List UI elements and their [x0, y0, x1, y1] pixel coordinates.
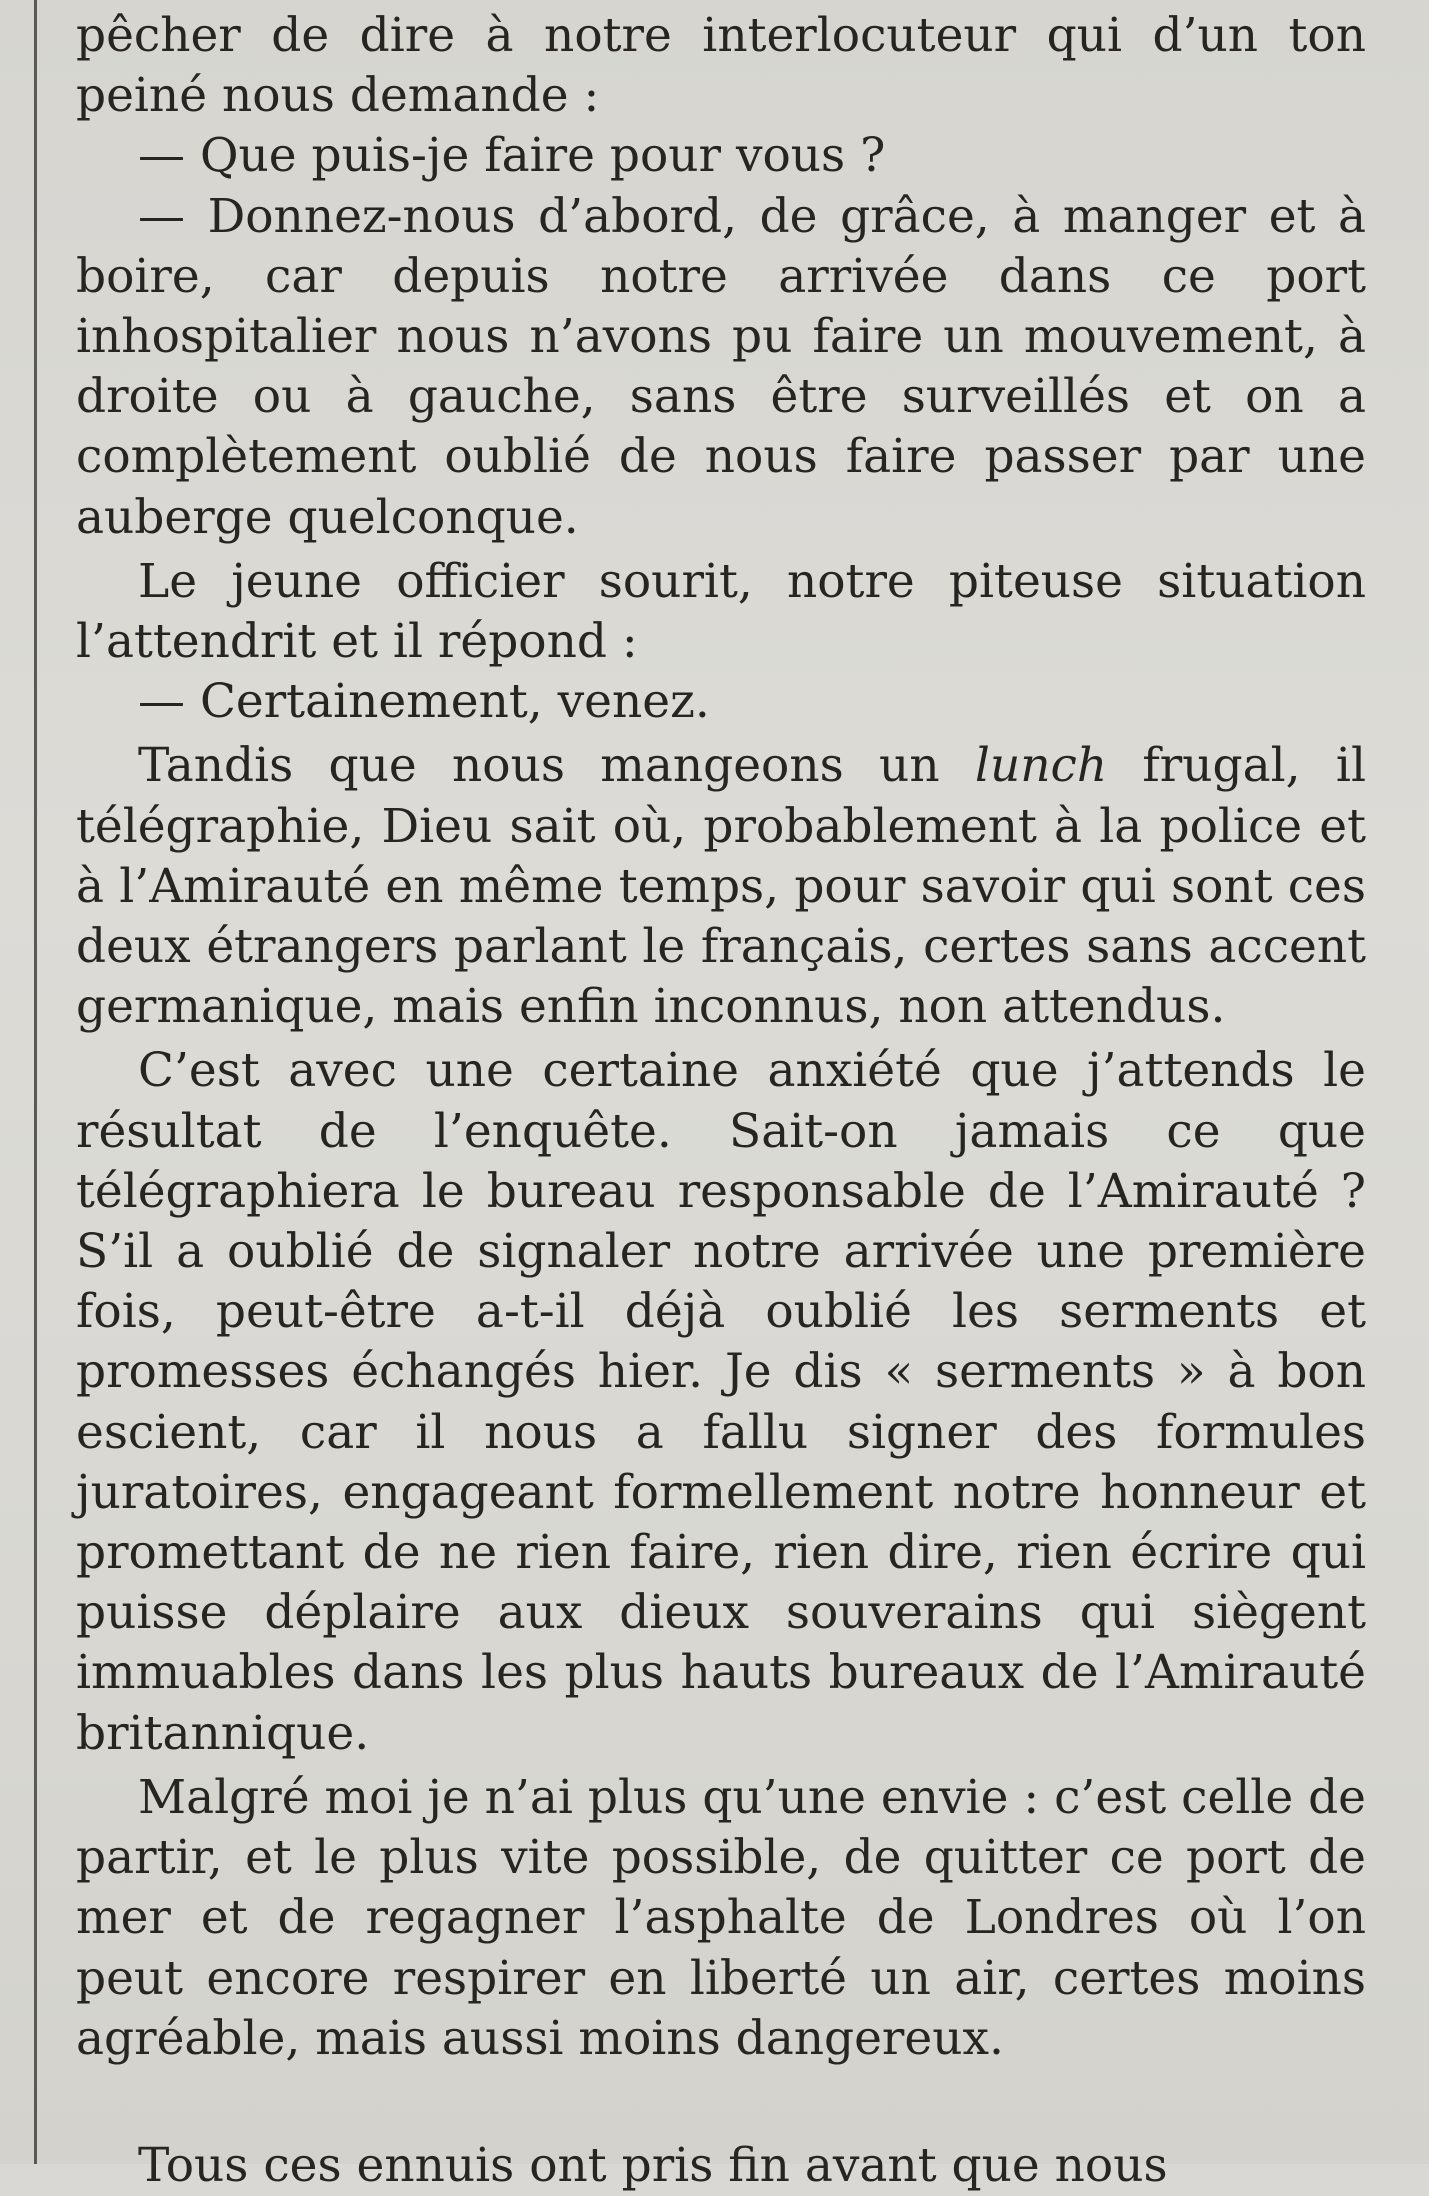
cutoff-line: Tous ces ennuis ont pris fin avant que nous	[138, 2138, 1168, 2193]
paragraph-6-after: frugal, il télégraphie, Dieu sait où, probablement à la police et à l’Amirauté en même temps, pour savoir qui sont ces deux étrangers parlant le français, certes sans accent germanique, mais enfin inconnus, non attendus.	[76, 738, 1366, 1035]
paragraph-2: — Que puis-je faire pour vous ?	[138, 128, 886, 184]
page-text	[76, 6, 1366, 2069]
paragraph-8: Malgré moi je n’ai plus qu’une envie : c’est celle de partir, et le plus vite possible, de quitter ce port de mer et de regagner l’asphalte de Londres où l’on peut encore respirer en liberté un air, certes moins agréable, mais aussi moins dangereux.	[76, 1769, 1366, 2066]
cutoff-line-container	[76, 2138, 1366, 2193]
paragraph-6	[76, 736, 1366, 1037]
paragraph-6-italic: lunch	[974, 738, 1108, 794]
paragraph-3: — Donnez-nous d’abord, de grâce, à manger et à boire, car depuis notre arrivée dans ce port inhospitalier nous n’avons pu faire un mouvement, à droite ou à gauche, sans être surveillés et on a complètement oublié de nous faire passer par une auberge quelconque.	[76, 188, 1366, 545]
page-margin-rule	[34, 0, 37, 2164]
paragraph-6-before: Tandis que nous mangeons un	[138, 738, 975, 794]
paragraph-7: C’est avec une certaine anxiété que j’attends le résultat de l’enquête. Sait-on jamais ce que télégraphiera le bureau responsable de l’Amirauté ? S’il a oublié de signaler notre arrivée une première fois, peut-être a-t-il déjà oublié les serments et promesses échangés hier. Je dis « serments » à bon escient, car il nous a fallu signer des formules juratoires, engageant formellement notre honneur et promettant de ne rien faire, rien dire, rien écrire qui puisse déplaire aux dieux souverains qui siègent immuables dans les plus hauts bureaux de l’Amirauté britannique.	[76, 1043, 1366, 1761]
paragraph-4: Le jeune officier sourit, notre piteuse situation l’attendrit et il répond :	[76, 553, 1366, 670]
paragraph-1: pêcher de dire à notre interlocuteur qui d’un ton peiné nous demande :	[76, 8, 1366, 124]
paragraph-5: — Certainement, venez.	[138, 674, 710, 730]
